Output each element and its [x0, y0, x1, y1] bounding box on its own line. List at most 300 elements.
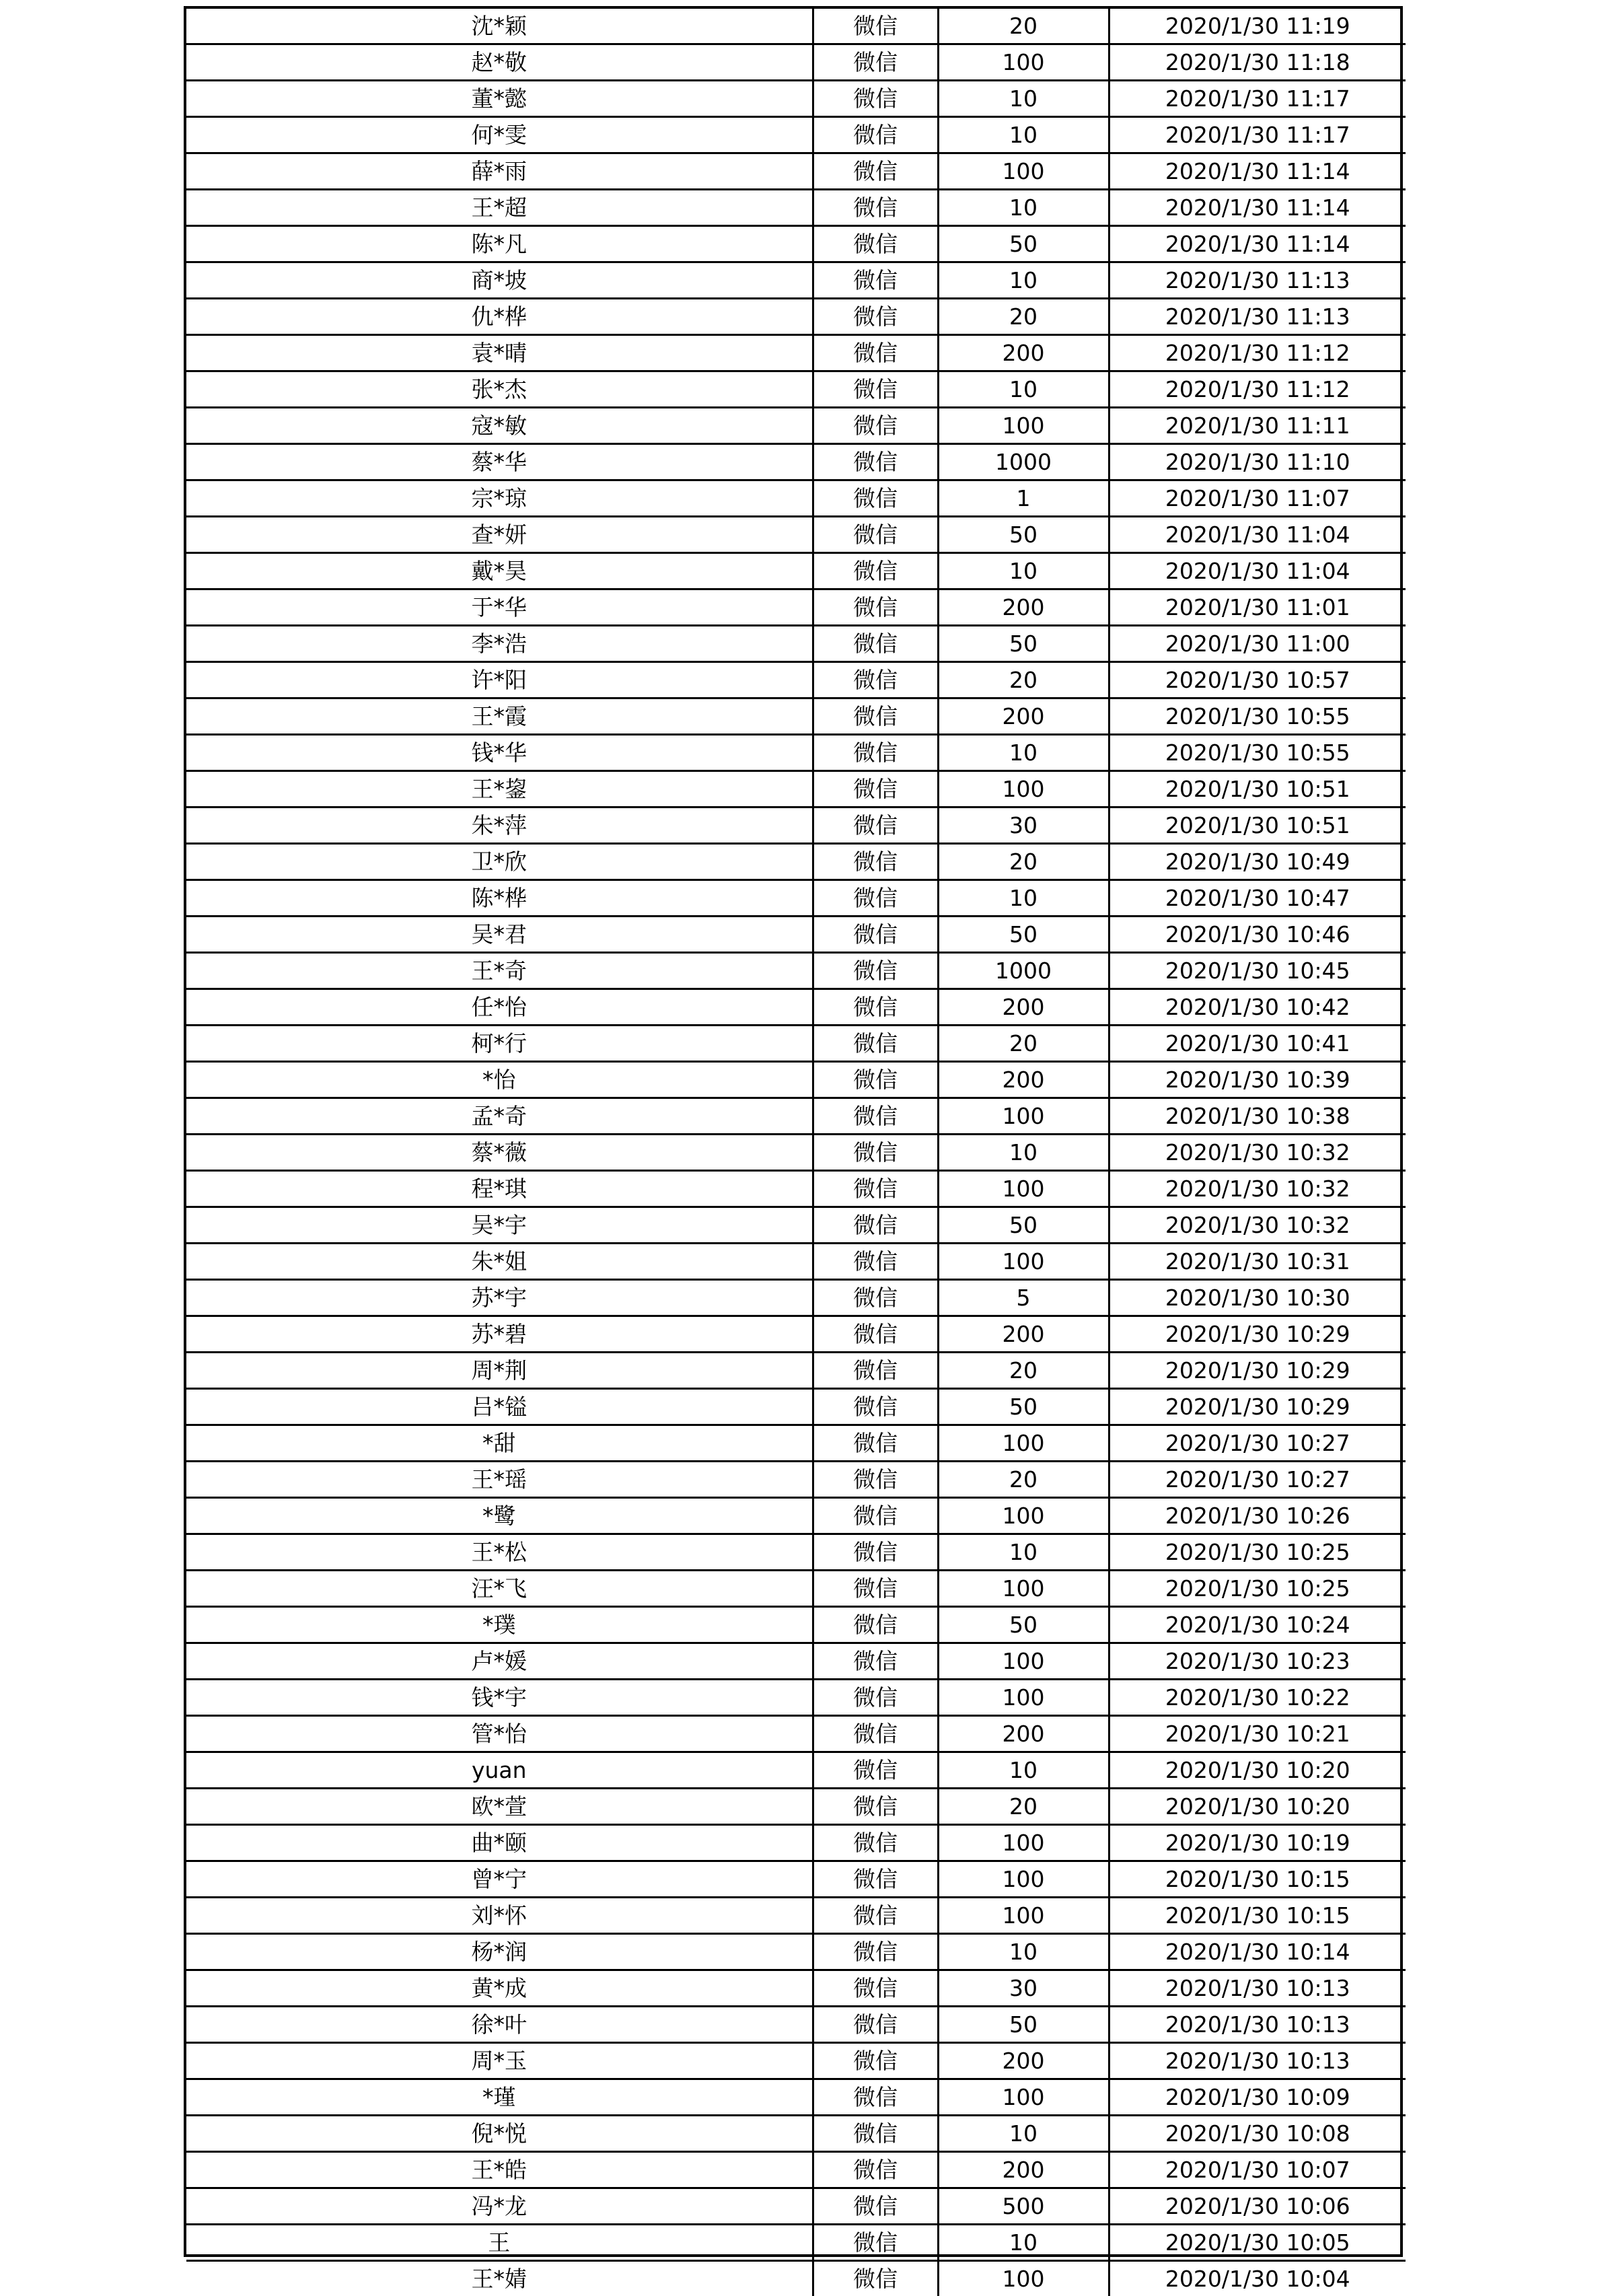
table-row [186, 1425, 1406, 1462]
timestamp-cell: 2020/1/30 11:14 [1109, 153, 1406, 190]
amount-cell: 30 [938, 1970, 1109, 2007]
timestamp-cell: 2020/1/30 10:29 [1109, 1353, 1406, 1389]
table-row [186, 2188, 1406, 2225]
amount-cell: 100 [938, 1861, 1109, 1898]
donor-name-cell: 刘*怀 [186, 1898, 813, 1934]
amount-cell: 200 [938, 2152, 1109, 2188]
amount-cell: 50 [938, 517, 1109, 553]
table-row [186, 1389, 1406, 1425]
amount-cell: 100 [938, 1098, 1109, 1135]
timestamp-cell: 2020/1/30 10:26 [1109, 1498, 1406, 1534]
table-row [186, 190, 1406, 226]
table-row [186, 698, 1406, 735]
table-row [186, 771, 1406, 808]
timestamp-cell: 2020/1/30 10:15 [1109, 1861, 1406, 1898]
amount-cell: 500 [938, 2188, 1109, 2225]
table-row [186, 1970, 1406, 2007]
amount-cell: 10 [938, 371, 1109, 408]
payment-method-cell: 微信 [813, 698, 938, 735]
amount-cell: 20 [938, 1353, 1109, 1389]
payment-method-cell: 微信 [813, 517, 938, 553]
donor-name-cell: 王*霞 [186, 698, 813, 735]
timestamp-cell: 2020/1/30 10:27 [1109, 1425, 1406, 1462]
donor-name-cell: *怡 [186, 1062, 813, 1098]
payment-method-cell: 微信 [813, 1534, 938, 1571]
table-row [186, 117, 1406, 153]
amount-cell: 100 [938, 1498, 1109, 1534]
payment-method-cell: 微信 [813, 1207, 938, 1244]
payment-method-cell: 微信 [813, 1062, 938, 1098]
table-row [186, 1934, 1406, 1970]
payment-method-cell: 微信 [813, 1716, 938, 1752]
amount-cell: 10 [938, 2225, 1109, 2261]
timestamp-cell: 2020/1/30 10:20 [1109, 1752, 1406, 1789]
payment-method-cell: 微信 [813, 335, 938, 371]
donor-name-cell: 徐*叶 [186, 2007, 813, 2043]
donor-name-cell: 朱*萍 [186, 808, 813, 844]
table-row [186, 2152, 1406, 2188]
donor-name-cell: 王*奇 [186, 953, 813, 989]
payment-method-cell: 微信 [813, 2007, 938, 2043]
table-row [186, 2261, 1406, 2296]
payment-method-cell: 微信 [813, 662, 938, 698]
table-row [186, 81, 1406, 117]
timestamp-cell: 2020/1/30 11:00 [1109, 626, 1406, 662]
payment-method-cell: 微信 [813, 953, 938, 989]
timestamp-cell: 2020/1/30 10:21 [1109, 1716, 1406, 1752]
timestamp-cell: 2020/1/30 10:31 [1109, 1244, 1406, 1280]
donor-name-cell: 周*荆 [186, 1353, 813, 1389]
table-row [186, 153, 1406, 190]
donor-name-cell: 朱*姐 [186, 1244, 813, 1280]
donor-name-cell: 曲*颐 [186, 1825, 813, 1861]
donor-name-cell: 王*瑶 [186, 1462, 813, 1498]
table-row [186, 662, 1406, 698]
donor-name-cell: 吴*宇 [186, 1207, 813, 1244]
table-row [186, 371, 1406, 408]
donor-name-cell: 蔡*华 [186, 444, 813, 480]
payment-method-cell: 微信 [813, 2152, 938, 2188]
donor-name-cell: 周*玉 [186, 2043, 813, 2079]
donor-name-cell: 沈*颖 [186, 9, 813, 44]
donation-table-body [186, 9, 1406, 2296]
amount-cell: 30 [938, 808, 1109, 844]
amount-cell: 10 [938, 1752, 1109, 1789]
timestamp-cell: 2020/1/30 11:01 [1109, 589, 1406, 626]
donor-name-cell: 卫*欣 [186, 844, 813, 880]
table-row [186, 1244, 1406, 1280]
amount-cell: 10 [938, 117, 1109, 153]
payment-method-cell: 微信 [813, 81, 938, 117]
payment-method-cell: 微信 [813, 735, 938, 771]
timestamp-cell: 2020/1/30 10:27 [1109, 1462, 1406, 1498]
payment-method-cell: 微信 [813, 1825, 938, 1861]
timestamp-cell: 2020/1/30 10:09 [1109, 2079, 1406, 2116]
table-row [186, 1462, 1406, 1498]
table-row [186, 1498, 1406, 1534]
donor-name-cell: *璞 [186, 1607, 813, 1643]
timestamp-cell: 2020/1/30 10:25 [1109, 1571, 1406, 1607]
timestamp-cell: 2020/1/30 11:17 [1109, 117, 1406, 153]
donor-name-cell: 苏*宇 [186, 1280, 813, 1316]
timestamp-cell: 2020/1/30 10:13 [1109, 2043, 1406, 2079]
timestamp-cell: 2020/1/30 10:32 [1109, 1207, 1406, 1244]
amount-cell: 100 [938, 2261, 1109, 2296]
payment-method-cell: 微信 [813, 1026, 938, 1062]
donor-name-cell: 许*阳 [186, 662, 813, 698]
amount-cell: 10 [938, 1135, 1109, 1171]
table-row [186, 408, 1406, 444]
payment-method-cell: 微信 [813, 1280, 938, 1316]
payment-method-cell: 微信 [813, 1135, 938, 1171]
amount-cell: 1000 [938, 953, 1109, 989]
timestamp-cell: 2020/1/30 10:08 [1109, 2116, 1406, 2152]
amount-cell: 100 [938, 1244, 1109, 1280]
payment-method-cell: 微信 [813, 1244, 938, 1280]
timestamp-cell: 2020/1/30 10:57 [1109, 662, 1406, 698]
table-row [186, 1789, 1406, 1825]
payment-method-cell: 微信 [813, 1316, 938, 1353]
amount-cell: 20 [938, 662, 1109, 698]
amount-cell: 10 [938, 880, 1109, 917]
donor-name-cell: 倪*悦 [186, 2116, 813, 2152]
table-row [186, 1062, 1406, 1098]
payment-method-cell: 微信 [813, 299, 938, 335]
amount-cell: 10 [938, 81, 1109, 117]
payment-method-cell: 微信 [813, 1789, 938, 1825]
table-row [186, 1135, 1406, 1171]
timestamp-cell: 2020/1/30 10:29 [1109, 1389, 1406, 1425]
table-row [186, 880, 1406, 917]
timestamp-cell: 2020/1/30 11:14 [1109, 190, 1406, 226]
amount-cell: 50 [938, 2007, 1109, 2043]
timestamp-cell: 2020/1/30 11:13 [1109, 262, 1406, 299]
table-row [186, 1680, 1406, 1716]
payment-method-cell: 微信 [813, 2079, 938, 2116]
donor-name-cell: 薛*雨 [186, 153, 813, 190]
payment-method-cell: 微信 [813, 2043, 938, 2079]
timestamp-cell: 2020/1/30 10:41 [1109, 1026, 1406, 1062]
table-row [186, 226, 1406, 262]
table-row [186, 2079, 1406, 2116]
timestamp-cell: 2020/1/30 11:18 [1109, 44, 1406, 81]
donor-name-cell: 商*坡 [186, 262, 813, 299]
payment-method-cell: 微信 [813, 989, 938, 1026]
table-row [186, 1643, 1406, 1680]
table-row [186, 1571, 1406, 1607]
payment-method-cell: 微信 [813, 1171, 938, 1207]
timestamp-cell: 2020/1/30 10:05 [1109, 2225, 1406, 2261]
amount-cell: 1 [938, 480, 1109, 517]
amount-cell: 50 [938, 1607, 1109, 1643]
timestamp-cell: 2020/1/30 10:14 [1109, 1934, 1406, 1970]
amount-cell: 200 [938, 698, 1109, 735]
table-row [186, 1171, 1406, 1207]
donor-name-cell: 任*怡 [186, 989, 813, 1026]
donor-name-cell: 苏*碧 [186, 1316, 813, 1353]
table-row [186, 589, 1406, 626]
donor-name-cell: 吴*君 [186, 917, 813, 953]
table-row [186, 1752, 1406, 1789]
amount-cell: 50 [938, 226, 1109, 262]
payment-method-cell: 微信 [813, 1861, 938, 1898]
donor-name-cell: 查*妍 [186, 517, 813, 553]
table-row [186, 953, 1406, 989]
donor-name-cell: 王*松 [186, 1534, 813, 1571]
payment-method-cell: 微信 [813, 480, 938, 517]
payment-method-cell: 微信 [813, 771, 938, 808]
payment-method-cell: 微信 [813, 808, 938, 844]
amount-cell: 200 [938, 989, 1109, 1026]
timestamp-cell: 2020/1/30 10:29 [1109, 1316, 1406, 1353]
payment-method-cell: 微信 [813, 589, 938, 626]
timestamp-cell: 2020/1/30 11:04 [1109, 553, 1406, 589]
payment-method-cell: 微信 [813, 2116, 938, 2152]
payment-method-cell: 微信 [813, 44, 938, 81]
payment-method-cell: 微信 [813, 1498, 938, 1534]
donor-name-cell: 卢*媛 [186, 1643, 813, 1680]
donor-name-cell: 程*琪 [186, 1171, 813, 1207]
amount-cell: 10 [938, 262, 1109, 299]
donor-name-cell: 欧*萱 [186, 1789, 813, 1825]
timestamp-cell: 2020/1/30 10:30 [1109, 1280, 1406, 1316]
payment-method-cell: 微信 [813, 2188, 938, 2225]
table-row [186, 844, 1406, 880]
donor-name-cell: 王 [186, 2225, 813, 2261]
table-row [186, 480, 1406, 517]
amount-cell: 50 [938, 626, 1109, 662]
donor-name-cell: 袁*晴 [186, 335, 813, 371]
donor-name-cell: 黄*成 [186, 1970, 813, 2007]
donor-name-cell: 钱*华 [186, 735, 813, 771]
donor-name-cell: 管*怡 [186, 1716, 813, 1752]
donor-name-cell: 柯*行 [186, 1026, 813, 1062]
timestamp-cell: 2020/1/30 10:24 [1109, 1607, 1406, 1643]
table-row [186, 626, 1406, 662]
amount-cell: 200 [938, 1316, 1109, 1353]
payment-method-cell: 微信 [813, 117, 938, 153]
donor-name-cell: 冯*龙 [186, 2188, 813, 2225]
payment-method-cell: 微信 [813, 262, 938, 299]
donor-name-cell: 戴*昊 [186, 553, 813, 589]
payment-method-cell: 微信 [813, 1353, 938, 1389]
timestamp-cell: 2020/1/30 10:39 [1109, 1062, 1406, 1098]
donor-name-cell: 杨*润 [186, 1934, 813, 1970]
payment-method-cell: 微信 [813, 9, 938, 44]
table-row [186, 9, 1406, 44]
timestamp-cell: 2020/1/30 10:55 [1109, 735, 1406, 771]
timestamp-cell: 2020/1/30 10:22 [1109, 1680, 1406, 1716]
table-row [186, 1825, 1406, 1861]
amount-cell: 10 [938, 190, 1109, 226]
payment-method-cell: 微信 [813, 626, 938, 662]
timestamp-cell: 2020/1/30 10:23 [1109, 1643, 1406, 1680]
amount-cell: 50 [938, 917, 1109, 953]
timestamp-cell: 2020/1/30 11:12 [1109, 371, 1406, 408]
payment-method-cell: 微信 [813, 1898, 938, 1934]
payment-method-cell: 微信 [813, 553, 938, 589]
timestamp-cell: 2020/1/30 11:07 [1109, 480, 1406, 517]
amount-cell: 10 [938, 1934, 1109, 1970]
timestamp-cell: 2020/1/30 10:42 [1109, 989, 1406, 1026]
timestamp-cell: 2020/1/30 10:06 [1109, 2188, 1406, 2225]
amount-cell: 1000 [938, 444, 1109, 480]
timestamp-cell: 2020/1/30 10:25 [1109, 1534, 1406, 1571]
table-row [186, 1607, 1406, 1643]
donor-name-cell: 王*皓 [186, 2152, 813, 2188]
payment-method-cell: 微信 [813, 226, 938, 262]
timestamp-cell: 2020/1/30 10:04 [1109, 2261, 1406, 2296]
donor-name-cell: 寇*敏 [186, 408, 813, 444]
amount-cell: 20 [938, 9, 1109, 44]
amount-cell: 100 [938, 1680, 1109, 1716]
payment-method-cell: 微信 [813, 844, 938, 880]
amount-cell: 50 [938, 1207, 1109, 1244]
donor-name-cell: 钱*宇 [186, 1680, 813, 1716]
amount-cell: 10 [938, 735, 1109, 771]
table-row [186, 517, 1406, 553]
table-row [186, 917, 1406, 953]
table-row [186, 1898, 1406, 1934]
amount-cell: 100 [938, 1425, 1109, 1462]
timestamp-cell: 2020/1/30 10:46 [1109, 917, 1406, 953]
amount-cell: 5 [938, 1280, 1109, 1316]
donor-name-cell: 赵*敬 [186, 44, 813, 81]
amount-cell: 100 [938, 44, 1109, 81]
amount-cell: 200 [938, 2043, 1109, 2079]
timestamp-cell: 2020/1/30 10:55 [1109, 698, 1406, 735]
timestamp-cell: 2020/1/30 10:32 [1109, 1135, 1406, 1171]
table-row [186, 299, 1406, 335]
donor-name-cell: 曾*宁 [186, 1861, 813, 1898]
table-row [186, 262, 1406, 299]
donor-name-cell: 王*超 [186, 190, 813, 226]
payment-method-cell: 微信 [813, 1752, 938, 1789]
table-row [186, 808, 1406, 844]
payment-method-cell: 微信 [813, 1680, 938, 1716]
donor-name-cell: yuan [186, 1752, 813, 1789]
payment-method-cell: 微信 [813, 1607, 938, 1643]
table-row [186, 1353, 1406, 1389]
donation-table [186, 9, 1406, 2296]
amount-cell: 100 [938, 1571, 1109, 1607]
table-row [186, 1026, 1406, 1062]
donor-name-cell: 于*华 [186, 589, 813, 626]
donor-name-cell: 汪*飞 [186, 1571, 813, 1607]
table-row [186, 1098, 1406, 1135]
timestamp-cell: 2020/1/30 11:04 [1109, 517, 1406, 553]
timestamp-cell: 2020/1/30 10:49 [1109, 844, 1406, 880]
timestamp-cell: 2020/1/30 10:38 [1109, 1098, 1406, 1135]
timestamp-cell: 2020/1/30 10:51 [1109, 771, 1406, 808]
payment-method-cell: 微信 [813, 444, 938, 480]
donor-name-cell: 李*浩 [186, 626, 813, 662]
payment-method-cell: 微信 [813, 1462, 938, 1498]
timestamp-cell: 2020/1/30 10:15 [1109, 1898, 1406, 1934]
payment-method-cell: 微信 [813, 2225, 938, 2261]
timestamp-cell: 2020/1/30 10:13 [1109, 2007, 1406, 2043]
donor-name-cell: 仇*桦 [186, 299, 813, 335]
amount-cell: 200 [938, 335, 1109, 371]
payment-method-cell: 微信 [813, 371, 938, 408]
amount-cell: 100 [938, 1825, 1109, 1861]
payment-method-cell: 微信 [813, 1098, 938, 1135]
amount-cell: 100 [938, 1898, 1109, 1934]
table-row [186, 2116, 1406, 2152]
donor-name-cell: 王*婧 [186, 2261, 813, 2296]
timestamp-cell: 2020/1/30 10:19 [1109, 1825, 1406, 1861]
table-row [186, 989, 1406, 1026]
payment-method-cell: 微信 [813, 917, 938, 953]
amount-cell: 20 [938, 1789, 1109, 1825]
payment-method-cell: 微信 [813, 1970, 938, 2007]
payment-method-cell: 微信 [813, 1571, 938, 1607]
payment-method-cell: 微信 [813, 1425, 938, 1462]
donor-name-cell: 吕*镒 [186, 1389, 813, 1425]
amount-cell: 100 [938, 1171, 1109, 1207]
amount-cell: 100 [938, 771, 1109, 808]
donor-name-cell: 董*懿 [186, 81, 813, 117]
donor-name-cell: 张*杰 [186, 371, 813, 408]
donor-name-cell: 陈*桦 [186, 880, 813, 917]
table-row [186, 2043, 1406, 2079]
timestamp-cell: 2020/1/30 10:47 [1109, 880, 1406, 917]
timestamp-cell: 2020/1/30 11:12 [1109, 335, 1406, 371]
payment-method-cell: 微信 [813, 408, 938, 444]
timestamp-cell: 2020/1/30 11:19 [1109, 9, 1406, 44]
amount-cell: 200 [938, 1062, 1109, 1098]
payment-method-cell: 微信 [813, 2261, 938, 2296]
amount-cell: 200 [938, 1716, 1109, 1752]
amount-cell: 10 [938, 1534, 1109, 1571]
donor-name-cell: *鹭 [186, 1498, 813, 1534]
table-row [186, 1280, 1406, 1316]
payment-method-cell: 微信 [813, 190, 938, 226]
payment-method-cell: 微信 [813, 1389, 938, 1425]
timestamp-cell: 2020/1/30 11:14 [1109, 226, 1406, 262]
table-row [186, 1207, 1406, 1244]
amount-cell: 20 [938, 1462, 1109, 1498]
donor-name-cell: 何*雯 [186, 117, 813, 153]
donor-name-cell: 蔡*薇 [186, 1135, 813, 1171]
amount-cell: 10 [938, 2116, 1109, 2152]
amount-cell: 100 [938, 1643, 1109, 1680]
amount-cell: 20 [938, 1026, 1109, 1062]
amount-cell: 50 [938, 1389, 1109, 1425]
table-row [186, 1861, 1406, 1898]
table-row [186, 2225, 1406, 2261]
table-row [186, 1534, 1406, 1571]
amount-cell: 10 [938, 553, 1109, 589]
timestamp-cell: 2020/1/30 10:13 [1109, 1970, 1406, 2007]
timestamp-cell: 2020/1/30 11:17 [1109, 81, 1406, 117]
payment-method-cell: 微信 [813, 153, 938, 190]
table-row [186, 1716, 1406, 1752]
table-row [186, 444, 1406, 480]
timestamp-cell: 2020/1/30 10:32 [1109, 1171, 1406, 1207]
amount-cell: 200 [938, 589, 1109, 626]
amount-cell: 100 [938, 153, 1109, 190]
table-row [186, 44, 1406, 81]
timestamp-cell: 2020/1/30 10:07 [1109, 2152, 1406, 2188]
donor-name-cell: 陈*凡 [186, 226, 813, 262]
timestamp-cell: 2020/1/30 10:45 [1109, 953, 1406, 989]
timestamp-cell: 2020/1/30 11:10 [1109, 444, 1406, 480]
timestamp-cell: 2020/1/30 11:13 [1109, 299, 1406, 335]
timestamp-cell: 2020/1/30 11:11 [1109, 408, 1406, 444]
payment-method-cell: 微信 [813, 1934, 938, 1970]
amount-cell: 20 [938, 299, 1109, 335]
